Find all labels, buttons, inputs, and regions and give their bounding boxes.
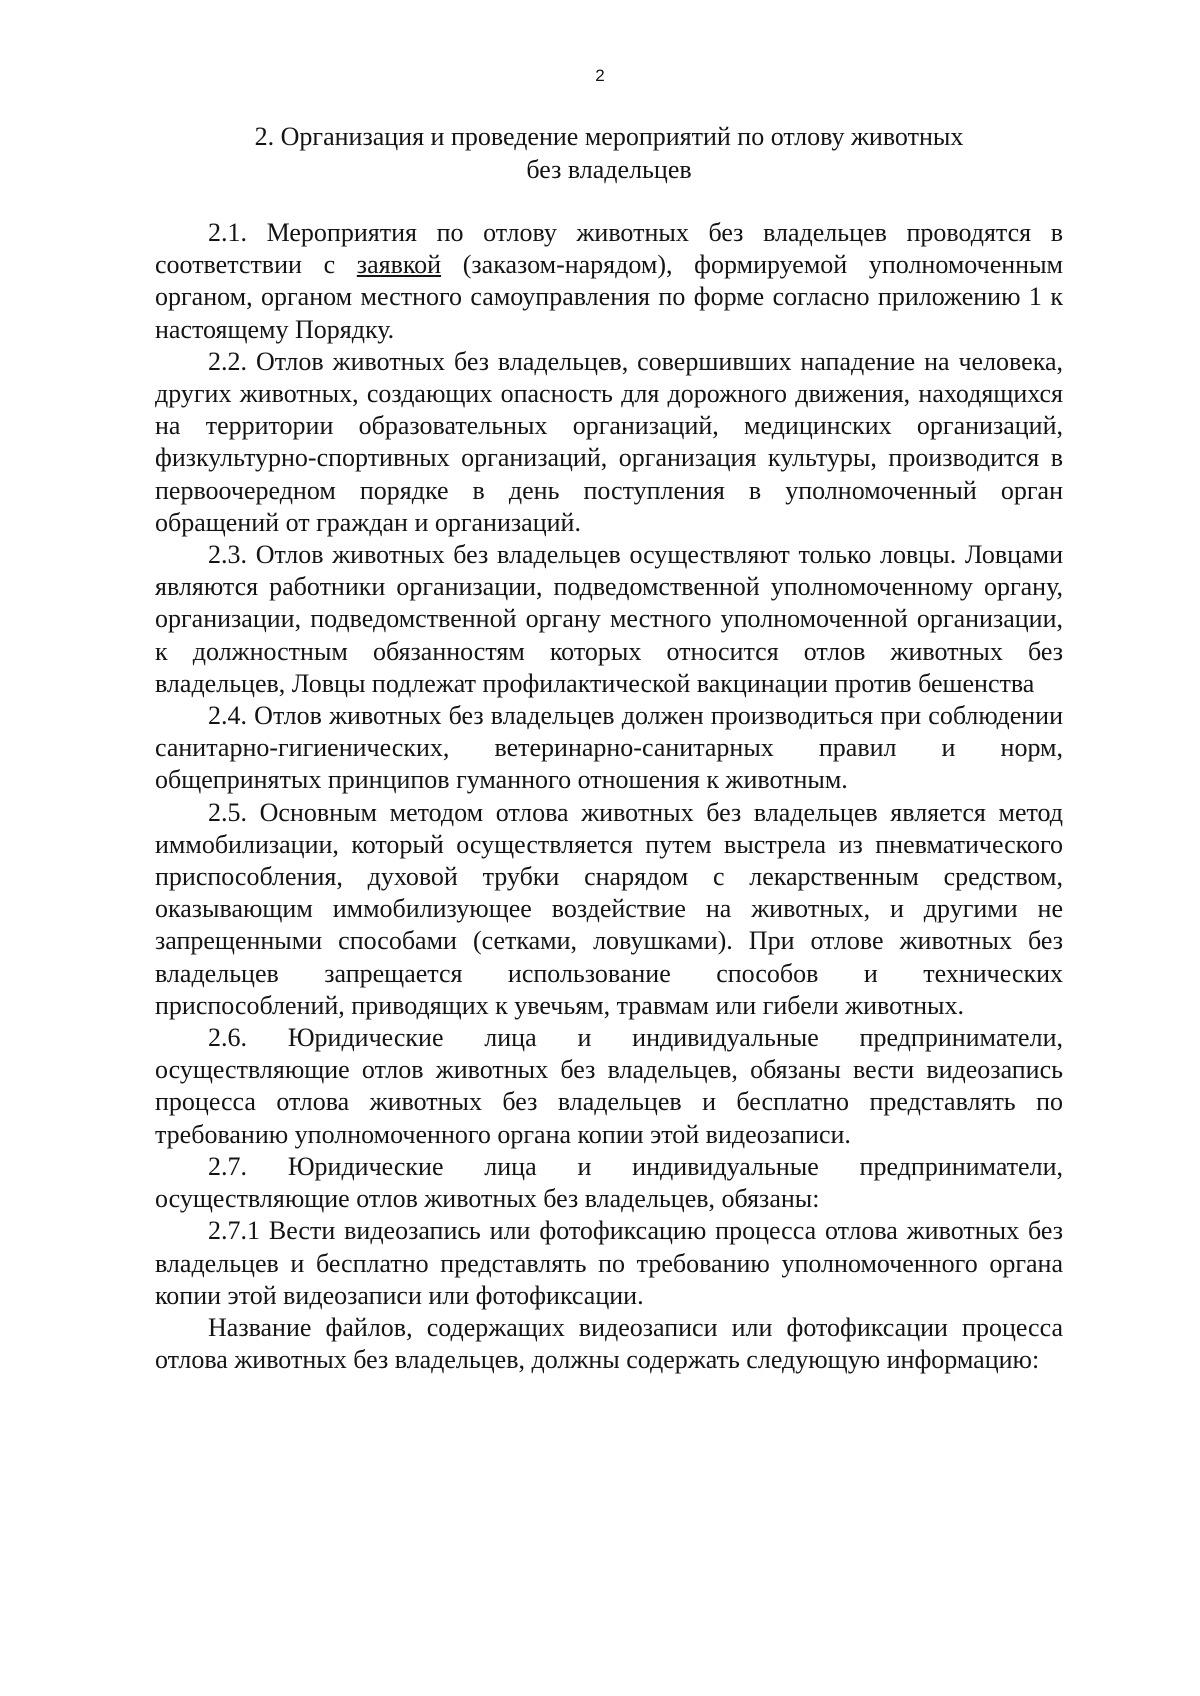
paragraph-2-2: 2.2. Отлов животных без владельцев, совершивших нападение на человека, других животных, создающих опасность для дорожного движения, находящихся на территории образовательных организаций, медицинских организаций, физкультурно-спортивных организаций, организация культуры, производится в первоочередном порядке в день поступления в уполномоченный орган обращений от граждан и организаций. <box>155 346 1063 537</box>
paragraph-2-6: 2.6. Юридические лица и индивидуальные предприниматели, осуществляющие отлов животных без владельцев, обязаны вести видеозапись процесса отлова животных без владельцев и бесплатно представлять по требованию уполномоченного органа копии этой видеозаписи. <box>155 1023 1063 1149</box>
section-heading-line-2: без владельцев <box>526 155 692 184</box>
page-number: 2 <box>595 66 605 85</box>
paragraph-2-1-text-end: (заказом-нарядом), формируемой уполномоченным органом, органом местного самоуправления по форме согласно приложению 1 к настоящему Порядку. <box>155 250 1063 344</box>
paragraph-2-7: 2.7. Юридические лица и индивидуальные предприниматели, осуществляющие отлов животных без владельцев, обязаны: <box>155 1151 1063 1214</box>
paragraph-2-1 <box>155 217 1063 346</box>
paragraph-2-3: 2.3. Отлов животных без владельцев осуществляют только ловцы. Ловцами являются работники организации, подведомственной уполномоченному органу, организации, подведомственной органу местного уполномоченной организации, к должностным обязанностям которых относится отлов животных без владельцев, Ловцы подлежат профилактической вакцинации против бешенства <box>155 540 1063 698</box>
paragraph-2-4: 2.4. Отлов животных без владельцев должен производиться при соблюдении санитарно-гигиенических, ветеринарно-санитарных правил и норм, общепринятых принципов гуманного отношения к животным. <box>155 701 1063 795</box>
paragraph-2-1-text-start: 2.1. Мероприятия по отлову животных без владельцев проводятся в соответствии с <box>155 218 1063 280</box>
request-link-text: заявкой <box>356 250 442 280</box>
paragraph-2-5: 2.5. Основным методом отлова животных без владельцев является метод иммобилизации, который осуществляется путем выстрела из пневматического приспособления, духовой трубки снарядом с лекарственным средством, оказывающим иммобилизующее воздействие на животных, и другими не запрещенными способами (сетками, ловушками). При отлове животных без владельцев запрещается использование способов и технических приспособлений, приводящих к увечьям, травмам или гибели животных. <box>155 797 1063 1020</box>
section-heading-line-1: 2. Организация и проведение мероприятий по отлову животных <box>254 122 964 151</box>
section-heading <box>155 120 1063 186</box>
paragraph-file-names: Название файлов, содержащих видеозаписи или фотофиксации процесса отлова животных без владельцев, должны содержать следующую информацию: <box>155 1312 1063 1375</box>
document-body <box>155 217 1063 1376</box>
paragraph-2-7-1: 2.7.1 Вести видеозапись или фотофиксацию процесса отлова животных без владельцев и бесплатно представлять по требованию уполномоченного органа копии этой видеозаписи или фотофиксации. <box>155 1216 1063 1310</box>
